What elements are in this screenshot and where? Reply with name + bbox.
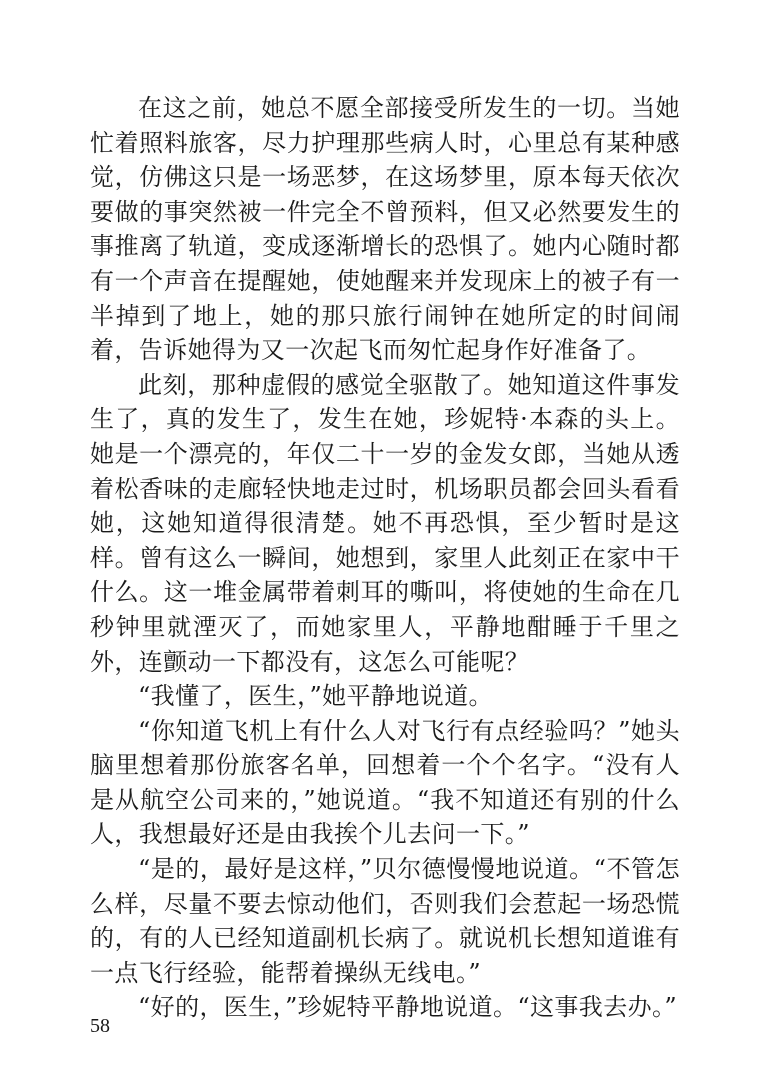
- paragraph-2: 此刻，那种虚假的感觉全驱散了。她知道这件事发生了，真的发生了，发生在她，珍妮特·本森的头上。她是一个漂亮的，年仅二十一岁的金发女郎，当她从透着松香味的走廊轻快地走过时，机场职员都会回头看看她，这她知道得很清楚。她不再恐惧，至少暂时是这样。曾有这么一瞬间，她想到，家里人此刻正在家中干什么。这一堆金属带着刺耳的嘶叫，将使她的生命在几秒钟里就湮灭了，而她家里人，平静地酣睡于千里之外，连颤动一下都没有，这怎么可能呢？: [90, 370, 680, 676]
- body-text: [90, 91, 680, 1025]
- paragraph-3: “我懂了，医生，”她平静地说道。: [138, 682, 493, 711]
- paragraph-5: “是的，最好是这样，”贝尔德慢慢地说道。“不管怎么样，尽量不要去惊动他们，否则我们会惹起一场恐慌的，有的人已经知道副机长病了。就说机长想知道谁有一点飞行经验，能帮着操纵无线电。”: [90, 855, 680, 987]
- paragraph-6: “好的，医生，”珍妮特平静地说道。“这事我去办。”: [138, 993, 678, 1022]
- paragraph-1: 在这之前，她总不愿全部接受所发生的一切。当她忙着照料旅客，尽力护理那些病人时，心里总有某种感觉，仿佛这只是一场恶梦，在这场梦里，原本每天依次要做的事突然被一件完全不曾预料，但又必然要发生的事推离了轨道，变成逐渐增长的恐惧了。她内心随时都有一个声音在提醒她，使她醒来并发现床上的被子有一半掉到了地上，她的那只旅行闹钟在她所定的时间闹着，告诉她得为又一次起飞而匆忙起身作好准备了。: [90, 94, 680, 365]
- page-number: 58: [90, 1015, 110, 1037]
- paragraph-4: “你知道飞机上有什么人对飞行有点经验吗？”她头脑里想着那份旅客名单，回想着一个个名字。“没有人是从航空公司来的，”她说道。“我不知道还有别的什么人，我想最好还是由我挨个儿去问一下。”: [90, 716, 680, 849]
